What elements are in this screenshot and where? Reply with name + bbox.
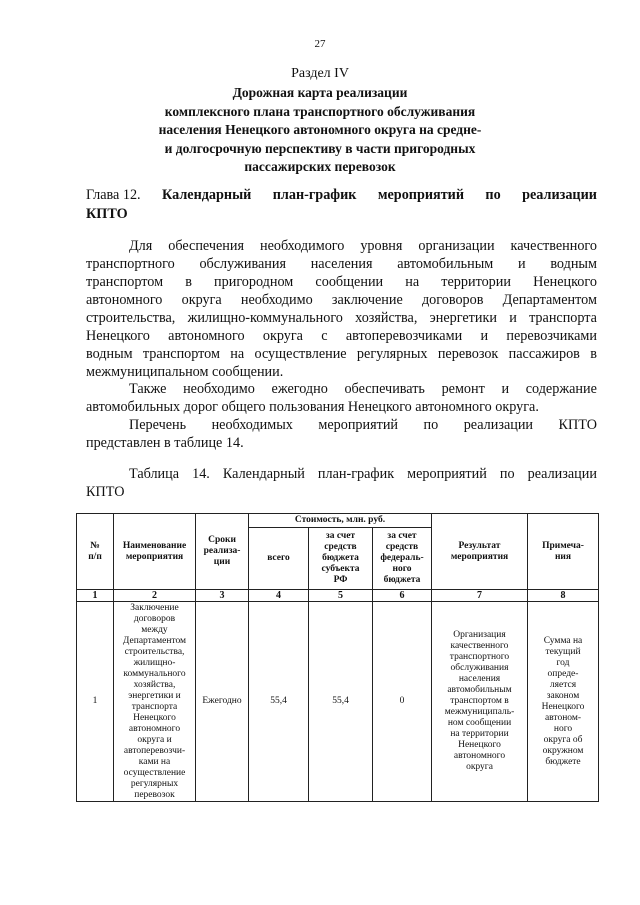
paragraph-line xyxy=(129,416,597,434)
paragraph-line xyxy=(86,327,597,345)
chapter-word: Календарный xyxy=(162,187,252,203)
word: и xyxy=(501,381,510,397)
word: необходимо xyxy=(240,292,313,308)
column-number: 5 xyxy=(309,590,373,602)
activities-table xyxy=(76,513,599,802)
word: энергетики xyxy=(429,310,497,326)
word: и xyxy=(517,256,526,272)
cell-line: автоперевозчи- xyxy=(123,746,186,756)
word: автоперевозчиками xyxy=(345,328,463,344)
cell-line: средств xyxy=(324,542,357,552)
chapter-word: мероприятий xyxy=(377,187,465,203)
word: Календарный xyxy=(222,466,305,482)
header-notes xyxy=(528,514,599,590)
cell-line: на территории xyxy=(450,729,509,739)
word: Ненецкого xyxy=(86,328,150,344)
column-number: 7 xyxy=(432,590,528,602)
header-federal-budget xyxy=(373,528,432,590)
cell-line: Департаментом xyxy=(122,636,187,646)
cell-line: строительства, xyxy=(124,647,185,657)
word: и xyxy=(480,328,489,344)
chapter-word: КПТО xyxy=(86,206,128,222)
cell-line: бюджета xyxy=(383,575,421,585)
column-number: 2 xyxy=(114,590,196,602)
heading-line: и долгосрочную перспективу в части пригородных xyxy=(164,140,476,156)
word: обеспечивать xyxy=(344,381,425,397)
word: заключение xyxy=(331,292,403,308)
word: качественного xyxy=(510,238,597,254)
word: мероприятий xyxy=(407,466,487,482)
word: организации xyxy=(418,238,495,254)
header-subject-budget xyxy=(309,528,373,590)
paragraph-line: представлен в таблице 14. xyxy=(86,435,244,451)
cell-line: федераль- xyxy=(380,553,424,563)
cell-line: РФ xyxy=(333,575,348,585)
row-federal-budget: 0 xyxy=(373,602,432,802)
cell-line: жилищно- xyxy=(133,658,176,668)
word: транспорта xyxy=(529,310,597,326)
word: Перечень xyxy=(129,417,187,433)
cell-line: за счет xyxy=(325,531,356,541)
table-row xyxy=(77,602,599,802)
heading-line: населения Ненецкого автономного округа на средне- xyxy=(158,122,482,137)
cell-line: обслуживания xyxy=(450,663,509,673)
word: пригородном xyxy=(214,274,294,290)
paragraph-line xyxy=(129,237,597,255)
paragraph-line: межмуниципальном сообщении. xyxy=(86,364,284,380)
word: обеспечения xyxy=(168,238,245,254)
word: содержание xyxy=(525,381,597,397)
section-heading xyxy=(60,84,580,177)
row-total: 55,4 xyxy=(249,602,309,802)
word: регулярных xyxy=(356,346,428,362)
word: жилищно-коммунального xyxy=(187,310,343,326)
paragraph-line xyxy=(86,273,597,291)
word: в xyxy=(185,274,192,290)
word: обслуживания xyxy=(199,256,286,272)
word: транспортом xyxy=(142,346,220,362)
paragraph-line xyxy=(86,309,597,327)
word: Таблица xyxy=(129,466,180,482)
chapter-label: Глава 12. xyxy=(86,187,141,203)
cell-line: Ненецкого xyxy=(541,701,585,712)
chapter-title xyxy=(86,186,597,224)
heading-line: комплексного плана транспортного обслуживания xyxy=(164,103,476,119)
word: транспортного xyxy=(86,256,175,272)
column-number: 4 xyxy=(249,590,309,602)
cell-line: опреде- xyxy=(547,668,579,679)
chapter-word: реализации xyxy=(522,187,597,203)
row-result xyxy=(432,602,528,802)
cell-line: ного xyxy=(553,723,573,734)
cell-line: автоном- xyxy=(544,712,582,723)
cell-line: ками на xyxy=(138,757,171,767)
cell-line: Результат xyxy=(458,540,501,551)
word: Также xyxy=(129,381,167,397)
cell-line: транспортного xyxy=(449,652,510,662)
cell-line: законом xyxy=(546,690,580,701)
chapter-word: план-график xyxy=(272,187,357,203)
row-num: 1 xyxy=(77,602,114,802)
word: округа xyxy=(262,328,303,344)
heading-line: Дорожная карта реализации xyxy=(232,85,408,100)
cell-line: межмуниципаль- xyxy=(444,707,515,717)
word: на xyxy=(405,274,420,290)
word: необходимого xyxy=(260,238,345,254)
row-notes xyxy=(528,602,599,802)
header-terms xyxy=(196,514,249,590)
header-total xyxy=(249,528,309,590)
word: сообщении xyxy=(315,274,384,290)
column-number: 8 xyxy=(528,590,599,602)
cell-line: округа об xyxy=(543,734,583,745)
cell-line: округа xyxy=(466,762,493,772)
word: и xyxy=(509,310,517,326)
header-num xyxy=(77,514,114,590)
cell-line: Заключение xyxy=(130,603,179,613)
paragraph-line xyxy=(129,380,597,398)
cell-line: всего xyxy=(267,553,290,563)
word: транспортом xyxy=(86,274,164,290)
word: Ненецкого xyxy=(533,274,597,290)
word: перевозчиками xyxy=(506,328,597,344)
word: автономного xyxy=(168,328,245,344)
word: пассажиров xyxy=(508,346,580,362)
column-number: 3 xyxy=(196,590,249,602)
cell-line: Ненецкого xyxy=(458,740,501,750)
cell-line: Примеча- xyxy=(542,540,584,551)
word: водным xyxy=(550,256,597,272)
cell-line: Ненецкого xyxy=(133,713,176,723)
cell-line: осуществление xyxy=(123,768,186,778)
table-caption xyxy=(129,465,597,483)
cell-line: перевозок xyxy=(134,790,175,800)
word: 14. xyxy=(192,466,210,482)
cell-line: реализа- xyxy=(203,546,241,556)
cell-line: хозяйства, xyxy=(133,680,176,690)
row-name xyxy=(114,602,196,802)
word: план-график xyxy=(317,466,395,482)
word: реализации xyxy=(527,466,597,482)
word: по xyxy=(423,417,439,433)
heading-line: пассажирских перевозок xyxy=(244,159,396,174)
word: Департаментом xyxy=(502,292,597,308)
cell-line: окружном xyxy=(542,745,584,756)
cell-line: автомобильным xyxy=(447,685,512,695)
word: договоров xyxy=(421,292,484,308)
word: уровня xyxy=(360,238,403,254)
word: строительства, xyxy=(86,310,176,326)
cell-line: округа и xyxy=(137,735,172,745)
cell-line: коммунального xyxy=(123,669,186,679)
cell-line: год xyxy=(556,657,570,668)
cell-line: энергетики и xyxy=(128,691,181,701)
cell-line: автономного xyxy=(453,751,506,761)
cell-line: транспортом в xyxy=(450,696,509,706)
cell-line: субъекта xyxy=(321,564,360,574)
cell-line: регулярных xyxy=(130,779,179,789)
word: территории xyxy=(441,274,511,290)
cell-line: бюджета xyxy=(322,553,359,563)
paragraph-line xyxy=(86,291,597,309)
word: на xyxy=(230,346,245,362)
word: водным xyxy=(86,346,133,362)
cell-line: Наименование xyxy=(122,540,187,551)
word: округа xyxy=(181,292,222,308)
cell-line: ном сообщении xyxy=(447,718,512,728)
column-number: 6 xyxy=(373,590,432,602)
cell-line: между xyxy=(141,625,168,635)
cell-line: мероприятия xyxy=(125,551,184,562)
cell-line: п/п xyxy=(88,551,102,562)
cell-line: ного xyxy=(392,564,412,574)
word: перевозок xyxy=(437,346,499,362)
word: ежегодно xyxy=(271,381,328,397)
row-terms: Ежегодно xyxy=(196,602,249,802)
cell-line: бюджете xyxy=(545,756,581,767)
word: по xyxy=(499,466,515,482)
cell-line: населения xyxy=(458,674,501,684)
word: населения xyxy=(310,256,373,272)
cell-line: Организация xyxy=(453,630,506,640)
cell-line: № xyxy=(90,540,100,551)
word: в xyxy=(590,346,597,362)
word: осуществление xyxy=(254,346,347,362)
paragraph-line xyxy=(86,255,597,273)
word: с xyxy=(321,328,328,344)
word: хозяйства, xyxy=(355,310,418,326)
cell-line: автономного xyxy=(128,724,181,734)
row-subject-budget: 55,4 xyxy=(309,602,373,802)
page-number: 27 xyxy=(314,38,326,50)
cell-line: текущий xyxy=(545,646,581,657)
cell-line: договоров xyxy=(133,614,176,624)
cell-line: ляется xyxy=(549,679,577,690)
word: мероприятий xyxy=(318,417,399,433)
word: реализации xyxy=(463,417,534,433)
table-caption: КПТО xyxy=(86,484,125,500)
header-cost-group: Стоимость, млн. руб. xyxy=(249,514,432,528)
word: ремонт xyxy=(441,381,485,397)
cell-line: Сумма на xyxy=(543,635,583,646)
cell-line: ния xyxy=(554,551,572,562)
paragraph-line xyxy=(86,345,597,363)
word: необходимо xyxy=(183,381,255,397)
header-name xyxy=(114,514,196,590)
word: необходимых xyxy=(211,417,293,433)
cell-line: мероприятия xyxy=(450,551,509,562)
chapter-word: по xyxy=(485,187,501,203)
cell-line: ции xyxy=(213,557,231,567)
word: Для xyxy=(129,238,153,254)
cell-line: качественного xyxy=(450,641,509,651)
cell-line: средств xyxy=(385,542,419,552)
cell-line: транспорта xyxy=(131,702,178,712)
cell-line: Сроки xyxy=(208,535,236,545)
paragraph-line: автомобильных дорог общего пользования Ненецкого автономного округа. xyxy=(86,399,539,415)
word: автономного xyxy=(86,292,163,308)
cell-line: за счет xyxy=(387,531,417,541)
column-number: 1 xyxy=(77,590,114,602)
header-result xyxy=(432,514,528,590)
section-label: Раздел IV xyxy=(291,66,349,81)
word: автомобильным xyxy=(397,256,494,272)
word: КПТО xyxy=(558,417,597,433)
